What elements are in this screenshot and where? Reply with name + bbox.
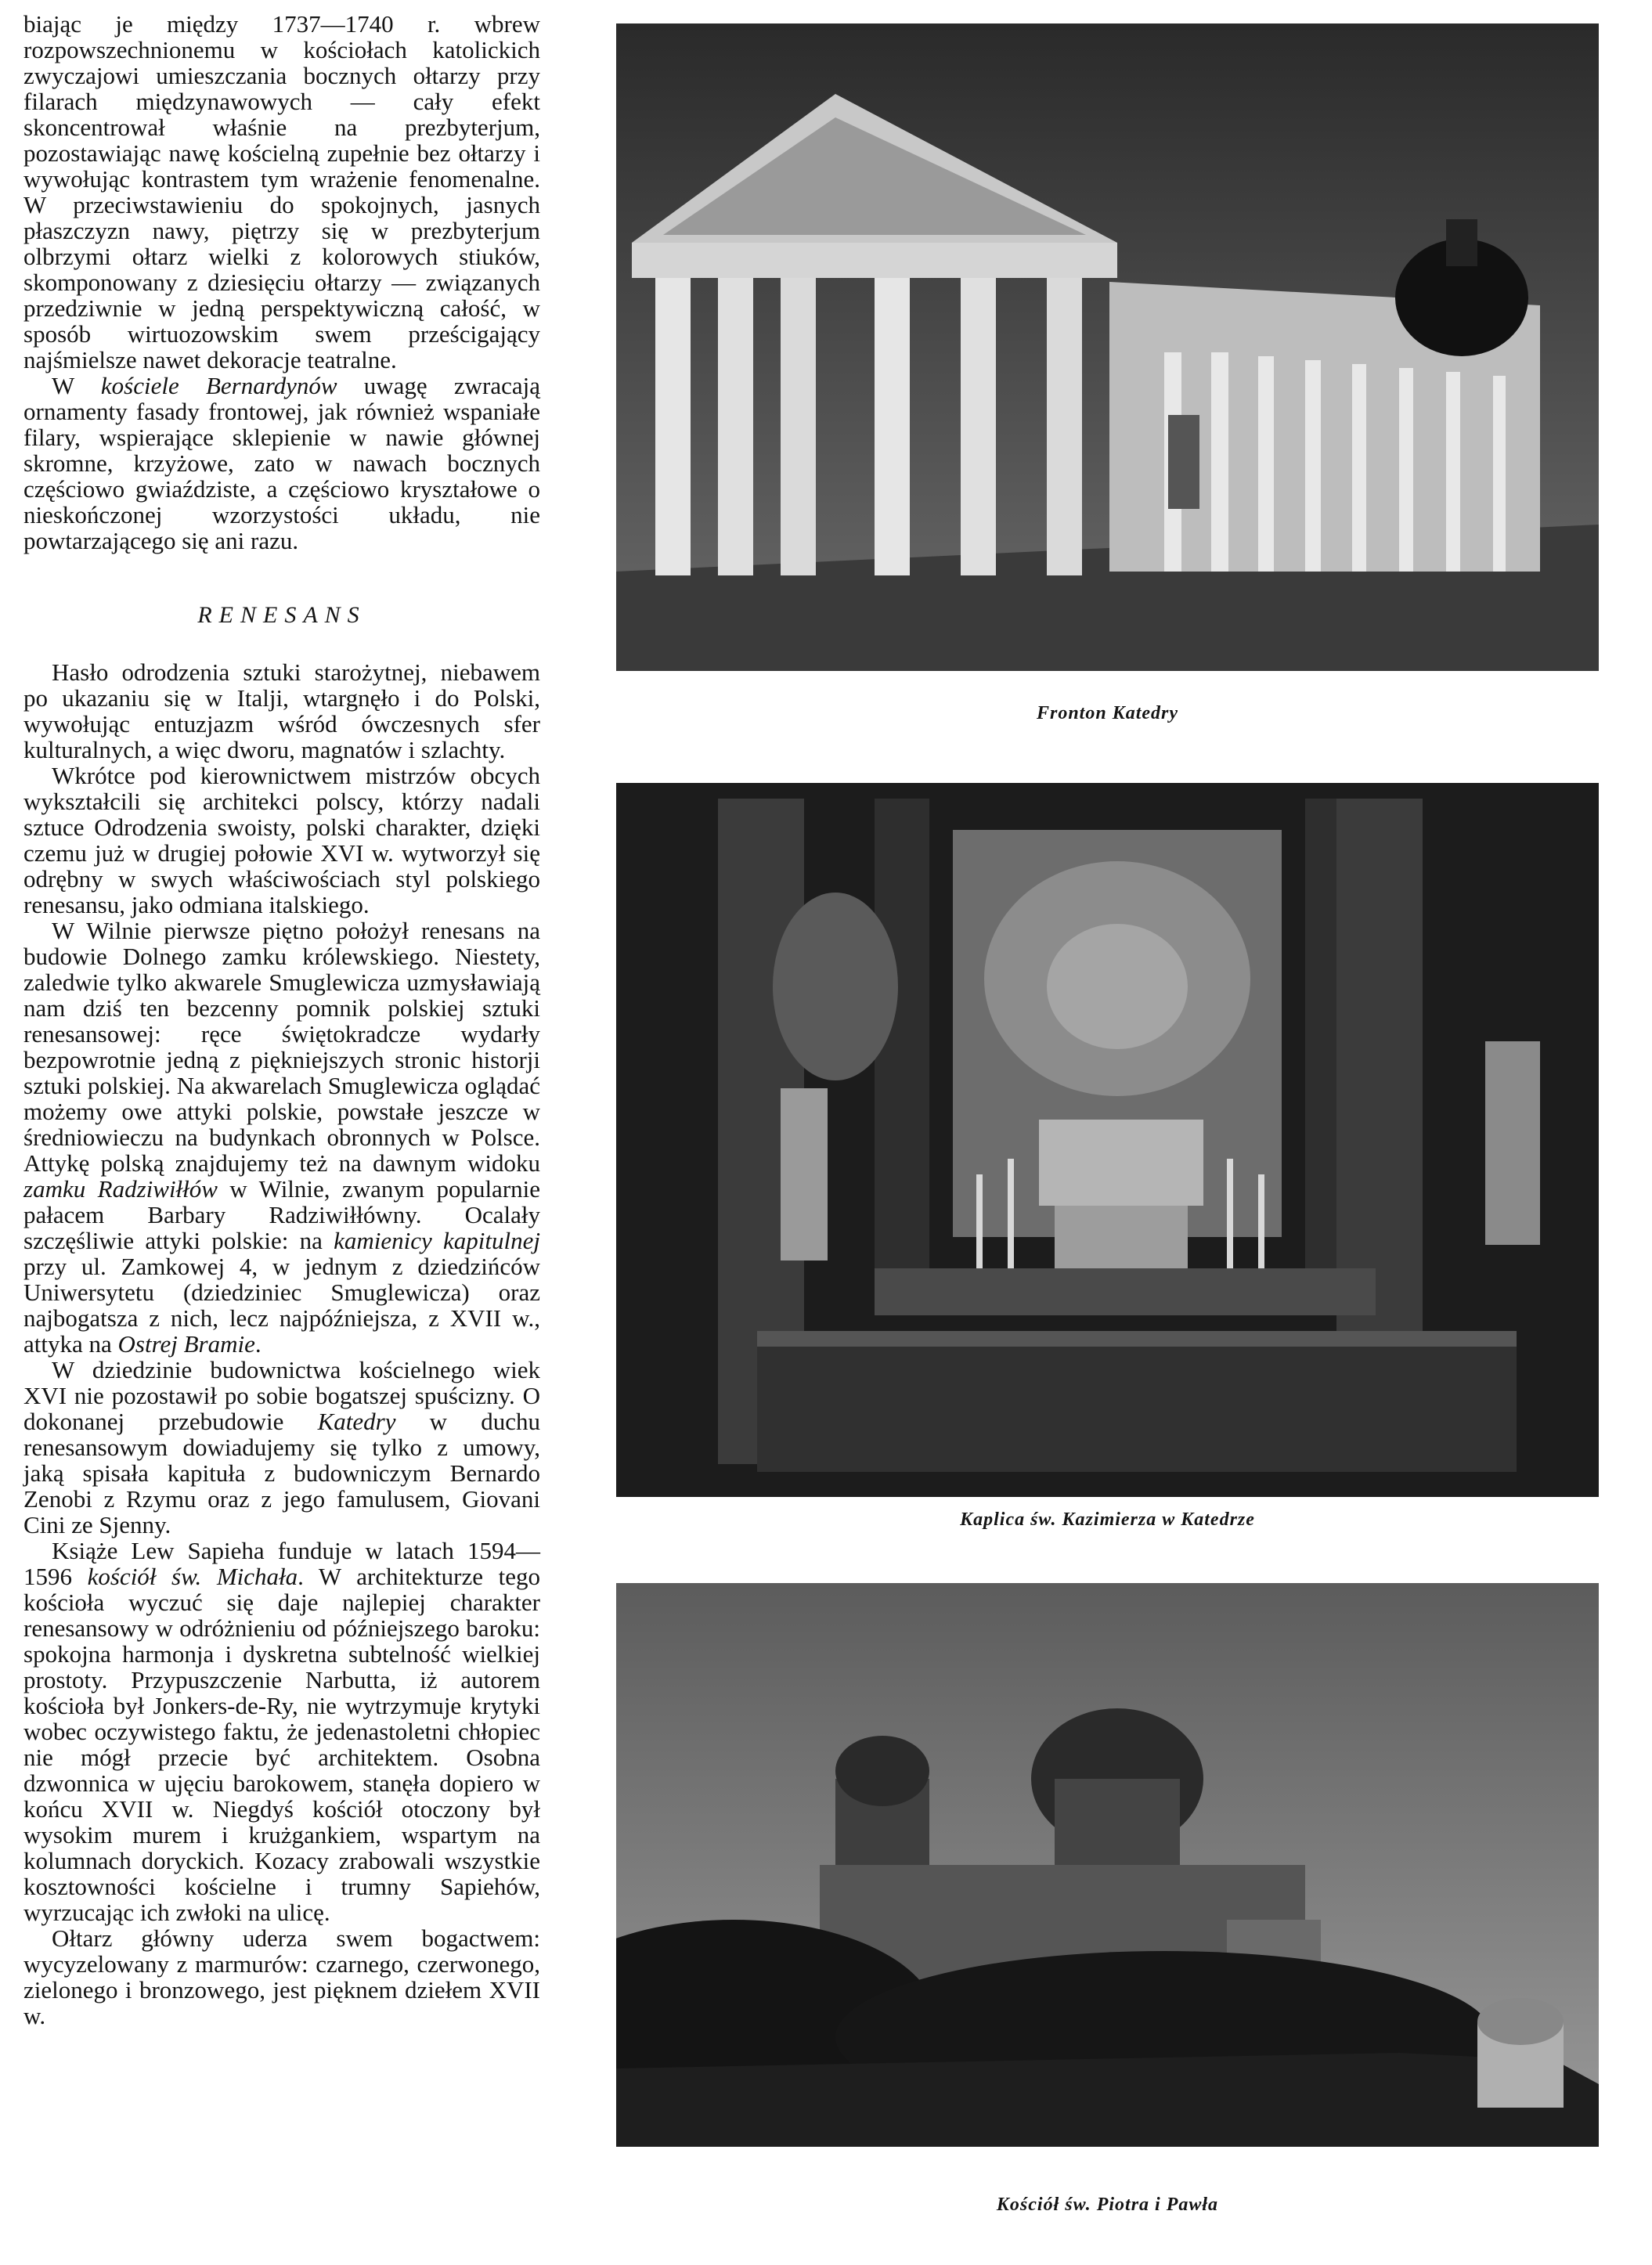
article-text-column xyxy=(23,11,540,2029)
wilno-text-3: przy ul. Zamkowej 4, w jednym z dziedzińców Uniwersytetu (dziedziniec Smuglewicza) oraz najbogatsza z nich, lecz najpóźniejsza, z XVII w., attyka na xyxy=(23,1253,540,1358)
paragraph-bernardine-lead: W xyxy=(52,372,101,399)
ostra-brama-name: Ostrej Bramie xyxy=(117,1330,255,1358)
cathedral-front-photo xyxy=(616,23,1599,671)
st-peter-paul-church-photo xyxy=(616,1583,1599,2147)
paragraph-main-altar: Ołtarz główny uderza swem bogactwem: wycyzelowany z marmurów: czarnego, czerwonego, zielonego i bronzowego, jest pięknem dziełem XVII w. xyxy=(23,1924,540,2029)
section-heading-renesans: RENESANS xyxy=(197,602,366,628)
paragraph-bernardine-rest: uwagę zwracają ornamenty fasady frontowej, jak również wspaniałe filary, wspierające sklepienie w nawie głównej skromne, krzyżowe, zato w nawach bocznych częściowo gwiaździste, a częściowo kryształowe o nieskończonej wzorzystości układu, nie powtarzającego się ani razu. xyxy=(23,372,541,554)
paragraph-revival: Hasło odrodzenia sztuki starożytnej, niebawem po ukazaniu się w Italji, wtargnęło i do Polski, wywołując entuzjazm wśród ówczesnych sfer kulturalnych, a więc dworu, magnatów i szlachty. xyxy=(23,658,540,763)
paragraph-st-michael xyxy=(23,1538,540,1925)
st-casimir-chapel-photo xyxy=(616,783,1599,1497)
chapter-house-name: kamienicy kapitulnej xyxy=(334,1227,541,1254)
radziwill-castle-name: zamku Radziwiłłów xyxy=(23,1175,218,1203)
wilno-text-2: w Wilnie, zwanym popularnie pałacem Barbary Radziwiłłówny. Ocalały szczęśliwie attyki polskie: na xyxy=(23,1175,541,1254)
st-michael-church-name: kościół św. Michała xyxy=(87,1563,298,1590)
paragraph-wilno xyxy=(23,918,540,1357)
paragraph-church-building xyxy=(23,1357,540,1538)
paragraph-bernardine xyxy=(23,373,540,554)
caption-st-casimir-chapel: Kaplica św. Kazimierza w Katedrze xyxy=(960,1509,1255,1530)
wilno-text-1: W Wilnie pierwsze piętno położył renesans na budowie Dolnego zamku królewskiego. Niestety, zaledwie tylko akwarele Smuglewicza uzmysławiają nam dziś ten bezcenny pomnik polskiej sztuki renesansowej: ręce świętokradcze wydarły bezpowrotnie jedną z piękniejszych stronic historji sztuki polskiej. Na akwarelach Smuglewicza oglądać możemy owe attyki polskie, powstałe jeszcze w średniowieczu na budynkach obronnych w Polsce. Attykę polską znajdujemy też na dawnym widoku xyxy=(23,917,540,1177)
church-building-text-1: W dziedzinie budownictwa kościelnego wiek XVI nie pozostawił po sobie bogatszej spuścizny. O dokonanej przebudowie xyxy=(23,1356,540,1435)
bernardine-church-name: kościele Bernardynów xyxy=(100,372,337,399)
cathedral-front-illustration xyxy=(616,23,1599,671)
wilno-text-4: . xyxy=(254,1330,262,1358)
cathedral-name: Katedry xyxy=(317,1408,396,1435)
paragraph-polish-architects: Wkrótce pod kierownictwem mistrzów obcych wykształcili się architekci polscy, którzy nadali sztuce Odrodzenia swoisty, polski charakter, dzięki czemu już w drugiej połowie XVI w. wytworzył się odrębny w swych właściwościach styl polskiego renesansu, jako odmiana italskiego. xyxy=(23,762,540,918)
church-building-text-2: w duchu renesansowym dowiadujemy się tylko z umowy, jaką spisała kapituła z budowniczym Bernardo Zenobi z Rzymu oraz z jego famulusem, Giovani Cini ze Sjenny. xyxy=(23,1408,540,1538)
st-michael-text-2: . W architekturze tego kościoła wyczuć się daje najlepiej charakter renesansowy w odróżnieniu od późniejszego baroku: spokojna harmonja i dyskretna subtelność wielkiej prostoty. Przypuszczenie Narbutta, iż autorem kościoła był Jonkers-de-Ry, nie wytrzymuje krytyki wobec oczywistego faktu, że jedenastoletni chłopiec nie mógł przecie być architektem. Osobna dzwonnica w ujęciu barokowem, stanęła dopiero w końcu XVII w. Niegdyś kościół otoczony był wysokim murem i krużgankiem, wspartym na kolumnach doryckich. Kozacy zrabowali wszystkie kosztowności kościelne i trumny Sapiehów, wyrzucając ich zwłoki na ulicę. xyxy=(23,1563,541,1926)
paragraph-altar-cathedral: biając je między 1737—1740 r. wbrew rozpowszechnionemu w kościołach katolickich zwyczajowi umieszczania bocznych ołtarzy przy filarach międzynawowych — cały efekt skoncentrował właśnie na prezbyterjum, pozostawiając nawę kościelną zupełnie bez ołtarzy i wywołując kontrastem tym wrażenie fenomenalne. W przeciwstawieniu do spokojnych, jasnych płaszczyzn nawy, piętrzy się w prezbyterjum olbrzymi ołtarz wielki z kolorowych stiuków, skomponowany z dziesięciu ołtarzy — związanych przedziwnie w jedną perspektywiczną całość, w sposób wirtuozowskim swem prześcigający najśmielsze nawet dekoracje teatralne. xyxy=(23,10,540,373)
caption-st-peter-paul-church: Kościół św. Piotra i Pawła xyxy=(996,2195,1219,2215)
st-peter-paul-church-illustration xyxy=(616,1583,1599,2147)
st-casimir-chapel-illustration xyxy=(616,783,1599,1497)
caption-cathedral-front: Fronton Katedry xyxy=(1036,703,1179,723)
st-michael-text-1: Książe Lew Sapieha funduje w latach 1594—1596 xyxy=(23,1537,540,1590)
